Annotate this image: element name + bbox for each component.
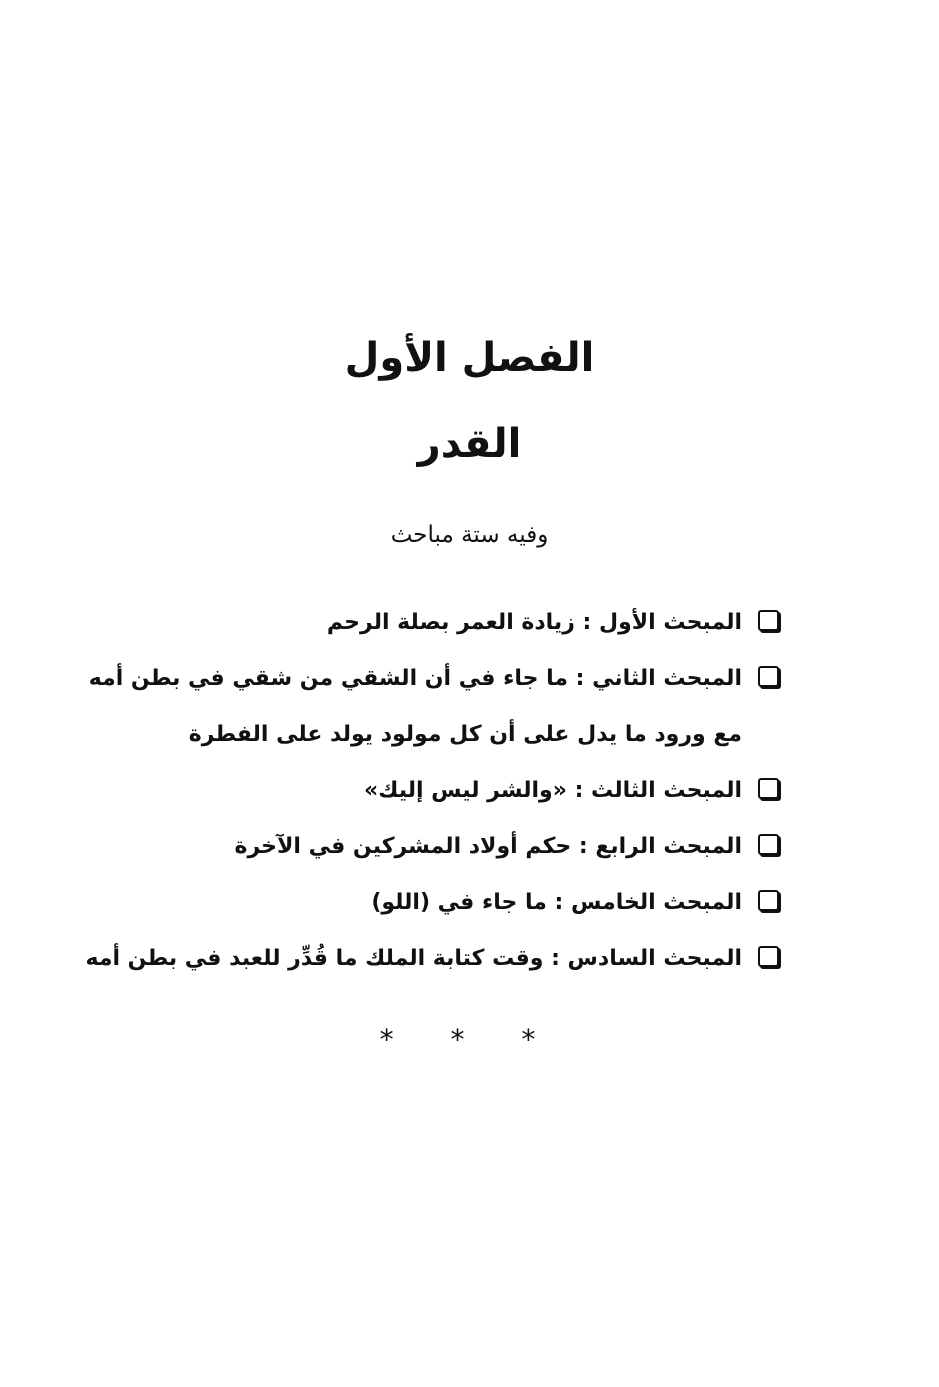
toc-item-5 [159,875,779,931]
toc-item-4 [159,819,779,875]
toc-item-label: المبحث الأول : زيادة العمر بصلة الرحم [326,610,742,635]
toc-item-label: المبحث السادس : وقت كتابة الملك ما قُدِّر للعبد في بطن أمه [85,946,742,971]
checkbox-icon [758,610,779,631]
table-of-contents [85,595,779,987]
toc-item-label: المبحث الخامس : ما جاء في (اللو) [371,890,742,915]
chapter-subtitle: القدر [417,421,522,467]
section-count-text: وفيه ستة مباحث [390,522,549,548]
toc-item-6 [85,931,779,987]
toc-item-3 [159,763,779,819]
chapter-title: الفصل الأول [344,335,595,381]
checkbox-icon [758,666,779,687]
toc-item-continuation: مع ورود ما يدل على أن كل مولود يولد على الفطرة [188,722,742,747]
checkbox-icon [758,946,779,967]
toc-item-label: المبحث الرابع : حكم أولاد المشركين في الآخرة [234,834,742,859]
checkbox-icon [758,834,779,855]
section-divider-ornament: * * * [379,1023,560,1056]
checkbox-icon [758,890,779,911]
toc-item-label: المبحث الثاني : ما جاء في أن الشقي من شقي في بطن أمه [88,666,742,691]
toc-item-1 [159,595,779,651]
toc-item-2 [88,651,779,763]
checkbox-icon [758,778,779,799]
toc-item-label: المبحث الثالث : «والشر ليس إليك» [364,778,742,803]
